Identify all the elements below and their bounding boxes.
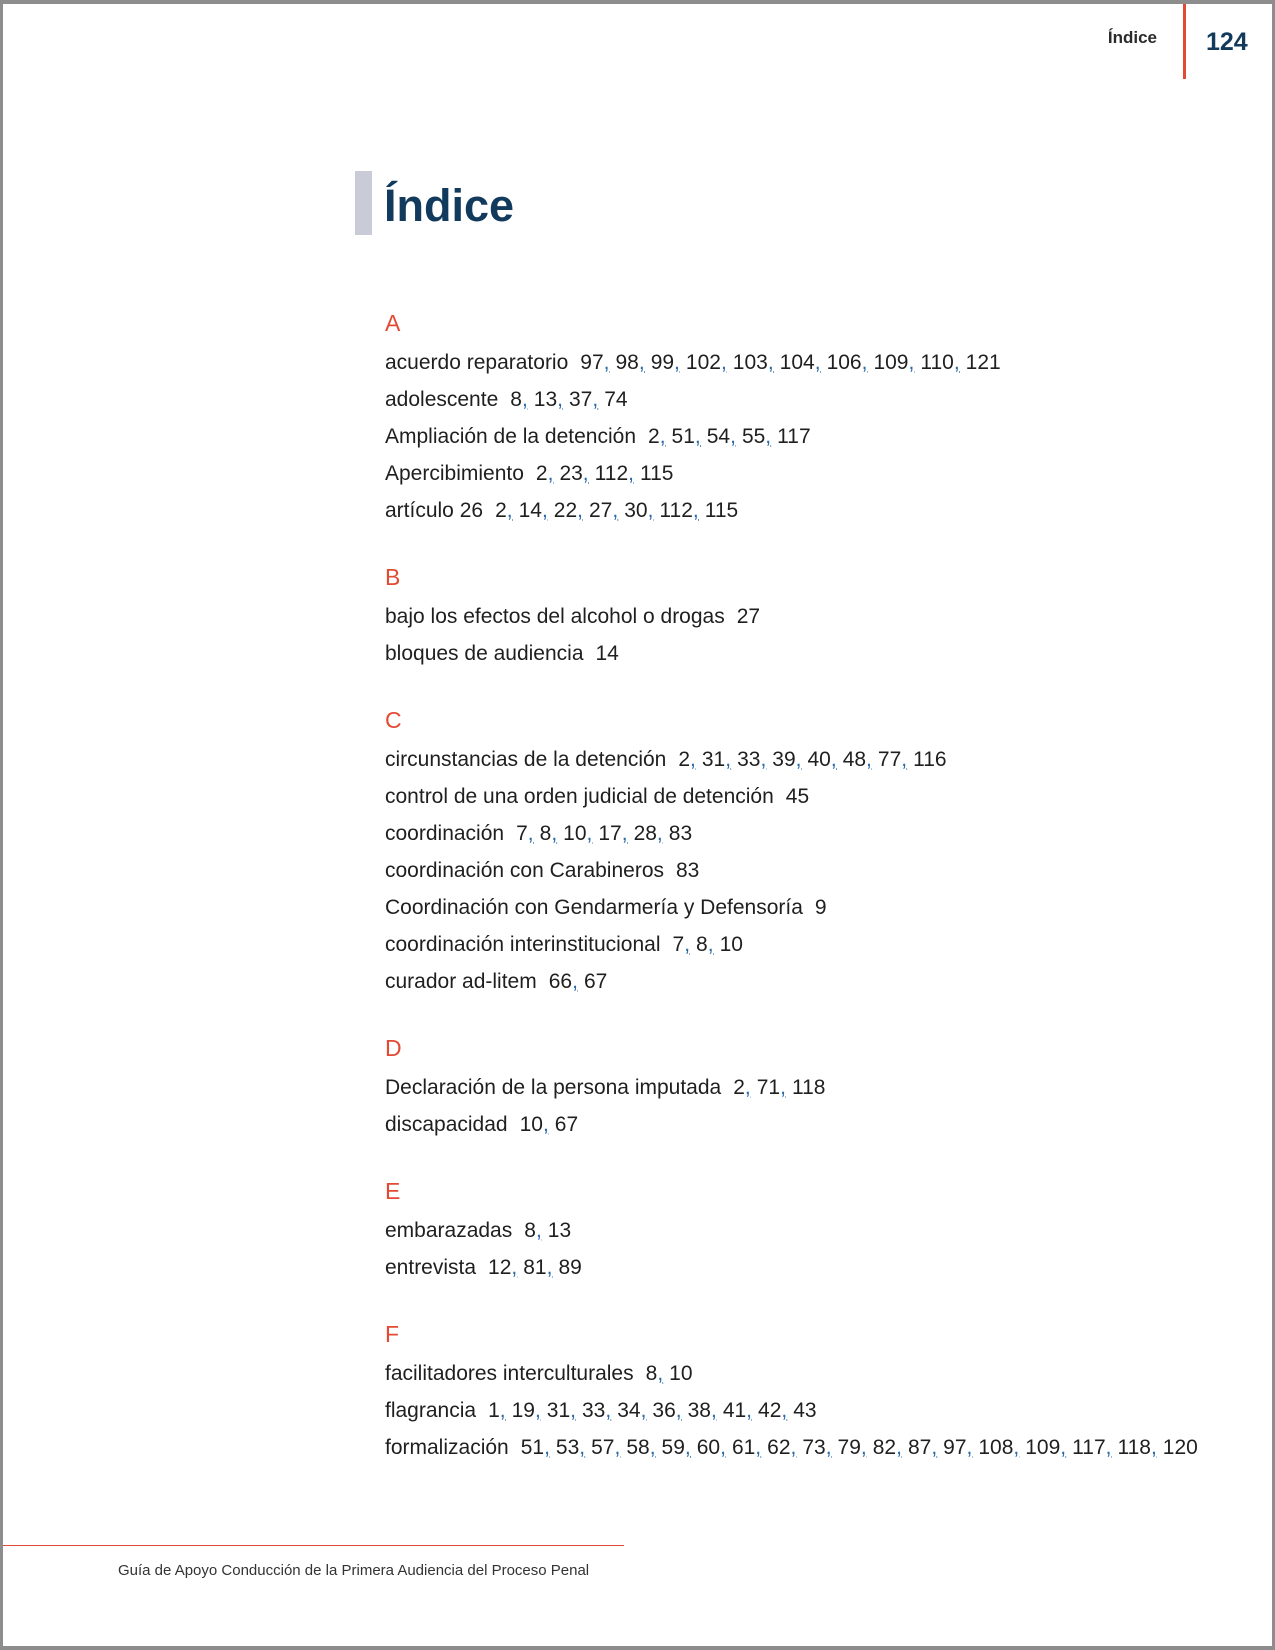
- page-separator: ,: [541, 499, 548, 522]
- page-separator: ,: [499, 1399, 506, 1422]
- index-entry: [385, 741, 1235, 778]
- page-separator: ,: [542, 1113, 549, 1136]
- page-separator: ,: [760, 748, 767, 771]
- page-reference-link[interactable]: 60: [696, 1436, 721, 1459]
- page-reference-link[interactable]: 23: [559, 462, 583, 485]
- page-separator: ,: [866, 748, 872, 771]
- page-separator: ,: [931, 1436, 938, 1459]
- page-reference-link[interactable]: 30: [624, 499, 648, 522]
- index-term: acuerdo reparatorio: [385, 351, 569, 374]
- page-reference-link[interactable]: 81: [523, 1256, 547, 1279]
- page-reference-link[interactable]: 19: [511, 1399, 535, 1422]
- page-separator: ,: [1150, 1436, 1157, 1459]
- page-reference-link[interactable]: 22: [553, 499, 578, 522]
- page-separator: ,: [1105, 1436, 1112, 1459]
- index-term: Apercibimiento: [385, 462, 524, 485]
- page-separator: ,: [908, 351, 915, 374]
- page-reference-link[interactable]: 98: [615, 351, 639, 374]
- page-separator: ,: [612, 499, 619, 522]
- page-reference-link[interactable]: 82: [872, 1436, 897, 1459]
- page-reference-link[interactable]: 10: [669, 1362, 693, 1385]
- page-reference-link[interactable]: 8: [645, 1362, 658, 1385]
- index-entry: [385, 492, 1235, 529]
- page-reference-link[interactable]: 77: [877, 748, 902, 771]
- page-separator: ,: [860, 1436, 867, 1459]
- index-term: embarazadas: [385, 1219, 513, 1242]
- page-separator: ,: [707, 933, 714, 956]
- page-reference-link[interactable]: 43: [793, 1399, 817, 1422]
- page-separator: ,: [684, 1436, 691, 1459]
- page-separator: ,: [557, 388, 563, 411]
- page-reference-link[interactable]: 8: [539, 822, 552, 845]
- page-reference-link[interactable]: 67: [554, 1113, 579, 1136]
- page-reference-link[interactable]: 54: [706, 425, 731, 448]
- page-reference-link[interactable]: 14: [595, 642, 619, 665]
- page-separator: ,: [675, 1399, 682, 1422]
- page-reference-link[interactable]: 67: [583, 970, 608, 993]
- page-reference-link[interactable]: 115: [704, 499, 739, 522]
- page-separator: ,: [765, 425, 772, 448]
- page-reference-link[interactable]: 109: [1025, 1436, 1061, 1459]
- index-section-c: [385, 703, 1235, 1000]
- page-reference-link[interactable]: 89: [558, 1256, 582, 1279]
- page-separator: ,: [684, 933, 691, 956]
- page-reference-link[interactable]: 10: [563, 822, 587, 845]
- page-reference-link[interactable]: 36: [652, 1399, 676, 1422]
- index-entry: [385, 1069, 1235, 1106]
- page-reference-link[interactable]: 17: [598, 822, 622, 845]
- page-reference-link[interactable]: 58: [626, 1436, 650, 1459]
- page-reference-link[interactable]: 104: [779, 351, 815, 374]
- page-separator: ,: [690, 748, 696, 771]
- page-reference-link[interactable]: 2: [648, 425, 660, 448]
- index-letter-heading: D: [385, 1035, 402, 1061]
- page-separator: ,: [657, 1362, 664, 1385]
- page-separator: ,: [966, 1436, 973, 1459]
- page-reference-link[interactable]: 40: [807, 748, 831, 771]
- page-reference-link[interactable]: 79: [837, 1436, 861, 1459]
- index-entry: [385, 815, 1235, 852]
- page-separator: ,: [861, 351, 868, 374]
- page-reference-link[interactable]: 118: [1117, 1436, 1151, 1459]
- index-term: formalización: [385, 1436, 509, 1459]
- index-letter-heading: E: [385, 1178, 401, 1204]
- page-reference-link[interactable]: 57: [591, 1436, 615, 1459]
- header-section-label: Índice: [1107, 28, 1157, 47]
- title-accent-bar: [355, 171, 372, 235]
- index-term: coordinación interinstitucional: [385, 933, 661, 956]
- index-term: Ampliación de la detención: [385, 425, 636, 448]
- index-entry: [385, 635, 1235, 672]
- index-entry: [385, 778, 1235, 815]
- index-term: bajo los efectos del alcohol o drogas: [385, 605, 725, 628]
- index-letter-heading: F: [385, 1321, 400, 1347]
- page-reference-link[interactable]: 12: [488, 1256, 512, 1279]
- page-separator: ,: [551, 822, 558, 845]
- page-reference-link[interactable]: 2: [733, 1076, 745, 1099]
- index-entry: [385, 1249, 1235, 1286]
- page-reference-link[interactable]: 61: [731, 1436, 756, 1459]
- page-reference-link[interactable]: 120: [1162, 1436, 1198, 1459]
- page-separator: ,: [692, 499, 699, 522]
- index-section-d: [385, 1031, 1235, 1143]
- index-term: Declaración de la persona imputada: [385, 1076, 722, 1099]
- page-reference-link[interactable]: 117: [1072, 1436, 1106, 1459]
- page-separator: ,: [527, 822, 534, 845]
- index-entry: [385, 926, 1235, 963]
- index-entry: [385, 455, 1235, 492]
- page-title: Índice: [384, 180, 515, 231]
- page-reference-link[interactable]: 13: [533, 388, 558, 411]
- page-reference-link[interactable]: 99: [650, 351, 675, 374]
- page-separator: ,: [767, 351, 774, 374]
- page-reference-link[interactable]: 121: [965, 351, 1001, 374]
- page-reference-link[interactable]: 116: [913, 748, 947, 771]
- index-term: facilitadores interculturales: [385, 1362, 634, 1385]
- index-entry: [385, 598, 1235, 635]
- page-separator: ,: [781, 1399, 788, 1422]
- page-reference-link[interactable]: 10: [519, 1113, 543, 1136]
- page-reference-link[interactable]: 118: [791, 1076, 826, 1099]
- page-reference-link[interactable]: 33: [582, 1399, 606, 1422]
- page-reference-link[interactable]: 31: [546, 1399, 571, 1422]
- page-separator: ,: [544, 1436, 550, 1459]
- page-separator: ,: [720, 1436, 726, 1459]
- page-separator: ,: [901, 748, 908, 771]
- page-separator: ,: [582, 462, 589, 485]
- page-separator: ,: [586, 822, 593, 845]
- page-reference-link[interactable]: 110: [920, 351, 954, 374]
- page-separator: ,: [1060, 1436, 1067, 1459]
- page-separator: ,: [755, 1436, 762, 1459]
- page-reference-link[interactable]: 38: [687, 1399, 711, 1422]
- page-separator: ,: [825, 1436, 832, 1459]
- page-reference-link[interactable]: 112: [659, 499, 693, 522]
- page-reference-link[interactable]: 41: [722, 1399, 747, 1422]
- index-term: control de una orden judicial de detención: [385, 785, 774, 808]
- page-reference-link[interactable]: 83: [668, 822, 693, 845]
- page-separator: ,: [790, 1436, 797, 1459]
- index-term: adolescente: [385, 388, 499, 411]
- page-reference-link[interactable]: 66: [548, 970, 573, 993]
- page-reference-link[interactable]: 39: [772, 748, 796, 771]
- page-reference-link[interactable]: 97: [580, 351, 604, 374]
- index-term: curador ad-litem: [385, 970, 537, 993]
- page-separator: ,: [746, 1399, 753, 1422]
- index-entry: [385, 1429, 1235, 1466]
- index-section-b: [385, 560, 1235, 672]
- page-separator: ,: [638, 351, 645, 374]
- page-separator: ,: [710, 1399, 717, 1422]
- page-separator: ,: [605, 1399, 612, 1422]
- index-term: entrevista: [385, 1256, 477, 1279]
- page-reference-link[interactable]: 8: [524, 1219, 536, 1242]
- page-reference-link[interactable]: 53: [555, 1436, 580, 1459]
- page-separator: ,: [694, 425, 701, 448]
- page-separator: ,: [603, 351, 610, 374]
- index-term: discapacidad: [385, 1113, 508, 1136]
- page-reference-link[interactable]: 71: [756, 1076, 781, 1099]
- page-reference-link[interactable]: 51: [520, 1436, 545, 1459]
- page-separator: ,: [592, 388, 599, 411]
- header-page-number: 124: [1206, 28, 1248, 56]
- footer-divider: [3, 1545, 624, 1546]
- page-reference-link[interactable]: 14: [518, 499, 542, 522]
- page-separator: ,: [730, 425, 736, 448]
- page-separator: ,: [830, 748, 837, 771]
- page-reference-link[interactable]: 112: [594, 462, 629, 485]
- page-reference-link[interactable]: 97: [943, 1436, 967, 1459]
- page-separator: ,: [579, 1436, 586, 1459]
- page-reference-link[interactable]: 108: [978, 1436, 1014, 1459]
- index-term: bloques de audiencia: [385, 642, 584, 665]
- page-reference-link[interactable]: 1: [488, 1399, 500, 1422]
- page-separator: ,: [814, 351, 821, 374]
- page-separator: ,: [546, 1256, 553, 1279]
- page-reference-link[interactable]: 62: [767, 1436, 791, 1459]
- page-separator: ,: [1013, 1436, 1020, 1459]
- page-reference-link[interactable]: 34: [617, 1399, 641, 1422]
- page-reference-link[interactable]: 59: [661, 1436, 685, 1459]
- page-separator: ,: [506, 499, 513, 522]
- page-reference-link[interactable]: 37: [569, 388, 593, 411]
- index-entry: [385, 344, 1235, 381]
- page-separator: ,: [647, 499, 654, 522]
- page-separator: ,: [725, 748, 732, 771]
- page-reference-link[interactable]: 51: [671, 425, 695, 448]
- page-separator: ,: [621, 822, 628, 845]
- alphabetical-index: [385, 306, 1235, 1497]
- page-separator: ,: [628, 462, 634, 485]
- index-entry: [385, 963, 1235, 1000]
- page-separator: ,: [572, 970, 578, 993]
- page-separator: ,: [896, 1436, 902, 1459]
- page-reference-link[interactable]: 2: [678, 748, 691, 771]
- header-divider: [1183, 4, 1186, 79]
- page-separator: ,: [656, 822, 663, 845]
- index-entry: [385, 418, 1235, 455]
- page-separator: ,: [953, 351, 960, 374]
- page-reference-link[interactable]: 33: [737, 748, 761, 771]
- index-term: coordinación con Carabineros: [385, 859, 664, 882]
- page-separator: ,: [614, 1436, 621, 1459]
- index-section-e: [385, 1174, 1235, 1286]
- page-reference-link[interactable]: 2: [495, 499, 507, 522]
- page-separator: ,: [659, 425, 666, 448]
- page-reference-link[interactable]: 28: [633, 822, 657, 845]
- page-reference-link[interactable]: 8: [696, 933, 708, 956]
- page-reference-link[interactable]: 115: [639, 462, 674, 485]
- index-entry: [385, 889, 1235, 926]
- page-reference-link[interactable]: 87: [907, 1436, 932, 1459]
- index-entry: [385, 1106, 1235, 1143]
- index-section-a: [385, 306, 1235, 529]
- index-entry: [385, 1212, 1235, 1249]
- page-reference-link[interactable]: 73: [802, 1436, 826, 1459]
- page-separator: ,: [534, 1399, 541, 1422]
- page-separator: ,: [511, 1256, 518, 1279]
- page-separator: ,: [674, 351, 680, 374]
- index-entry: [385, 1392, 1235, 1429]
- footer-document-title: Guía de Apoyo Conducción de la Primera Audiencia del Proceso Penal: [118, 1562, 590, 1579]
- page-reference-link[interactable]: 106: [826, 351, 862, 374]
- page-reference-link[interactable]: 2: [535, 462, 548, 485]
- page-reference-link[interactable]: 48: [842, 748, 867, 771]
- page-reference-link[interactable]: 42: [758, 1399, 782, 1422]
- index-letter-heading: B: [385, 564, 401, 590]
- index-entry: [385, 1355, 1235, 1392]
- page-reference-link[interactable]: 55: [741, 425, 766, 448]
- page-reference-link[interactable]: 10: [719, 933, 743, 956]
- page-separator: ,: [720, 351, 727, 374]
- page-reference-link[interactable]: 83: [676, 859, 700, 882]
- index-section-f: [385, 1317, 1235, 1466]
- page-reference-link[interactable]: 7: [672, 933, 685, 956]
- page-separator: ,: [795, 748, 802, 771]
- page-separator: ,: [640, 1399, 647, 1422]
- page-reference-link[interactable]: 27: [736, 605, 761, 628]
- index-term: coordinación: [385, 822, 505, 845]
- page-reference-link[interactable]: 45: [785, 785, 810, 808]
- index-term: circunstancias de la detención: [385, 748, 667, 771]
- page-reference-link[interactable]: 102: [685, 351, 721, 374]
- page-separator: ,: [570, 1399, 576, 1422]
- page-separator: ,: [649, 1436, 656, 1459]
- page-reference-link[interactable]: 9: [814, 896, 827, 919]
- page-reference-link[interactable]: 13: [547, 1219, 572, 1242]
- index-term: flagrancia: [385, 1399, 477, 1422]
- page-reference-link[interactable]: 8: [510, 388, 522, 411]
- page-separator: ,: [521, 388, 528, 411]
- page-reference-link[interactable]: 31: [701, 748, 726, 771]
- page-separator: ,: [780, 1076, 786, 1099]
- index-entry: [385, 852, 1235, 889]
- page-reference-link[interactable]: 103: [732, 351, 768, 374]
- index-term: artículo 26: [385, 499, 484, 522]
- index-entry: [385, 381, 1235, 418]
- index-letter-heading: C: [385, 707, 402, 733]
- page-separator: ,: [577, 499, 583, 522]
- index-letter-heading: A: [385, 310, 401, 336]
- page-reference-link[interactable]: 109: [873, 351, 909, 374]
- page-separator: ,: [535, 1219, 542, 1242]
- page-separator: ,: [547, 462, 554, 485]
- page-reference-link[interactable]: 74: [604, 388, 628, 411]
- page-reference-link[interactable]: 27: [589, 499, 613, 522]
- page-separator: ,: [744, 1076, 751, 1099]
- page-reference-link[interactable]: 7: [516, 822, 528, 845]
- index-term: Coordinación con Gendarmería y Defensoría: [385, 896, 803, 919]
- page-reference-link[interactable]: 117: [777, 425, 811, 448]
